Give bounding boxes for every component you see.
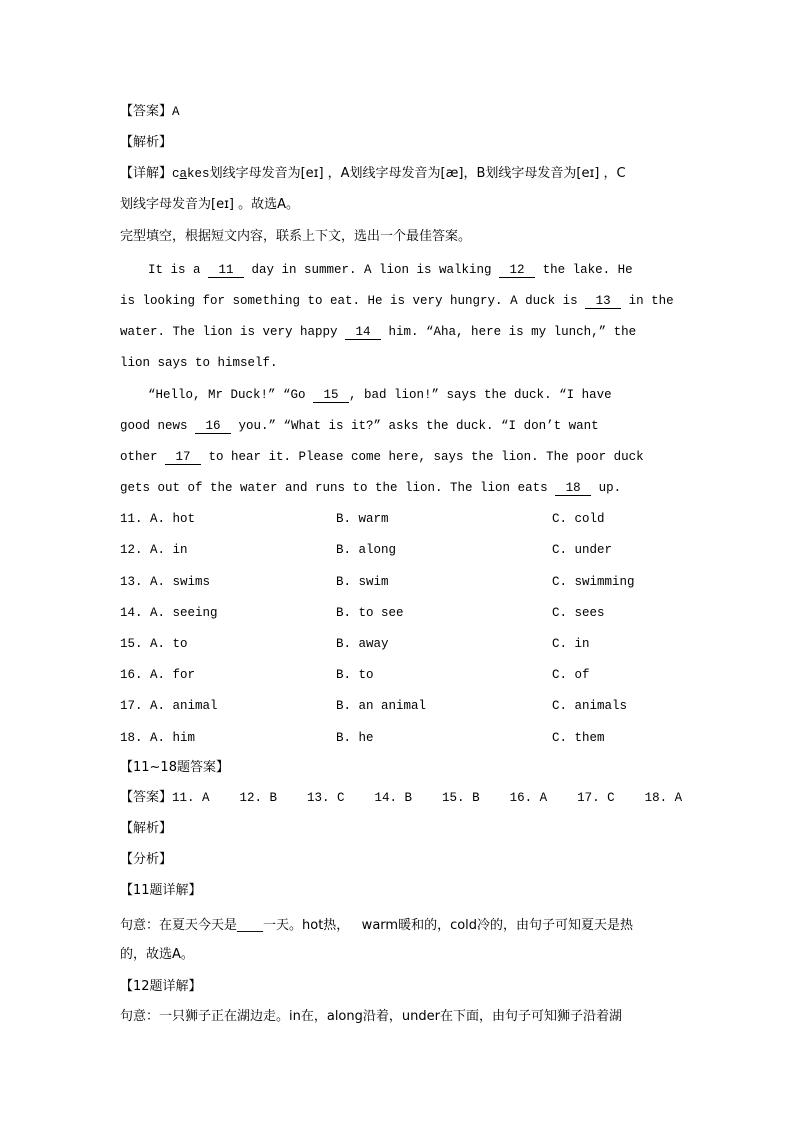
word-cakes: cakes bbox=[172, 167, 210, 181]
option-c: C. animals bbox=[552, 699, 628, 713]
answer-label: 【答案】 bbox=[120, 104, 173, 119]
option-b: B. to bbox=[336, 668, 374, 682]
option-number: 15. A. to bbox=[120, 637, 188, 651]
option-c: C. them bbox=[552, 731, 605, 745]
answer-value: A bbox=[172, 105, 180, 119]
option-b: B. an animal bbox=[336, 699, 427, 713]
option-c: C. in bbox=[552, 637, 590, 651]
option-c: C. cold bbox=[552, 512, 605, 526]
blank-13: 13 bbox=[585, 295, 621, 309]
option-b: B. to see bbox=[336, 606, 404, 620]
option-number: 13. A. swims bbox=[120, 575, 211, 589]
option-number: 11. A. hot bbox=[120, 512, 196, 526]
option-number: 16. A. for bbox=[120, 668, 196, 682]
option-number: 14. A. seeing bbox=[120, 606, 218, 620]
q12-line-1: 句意：一只狮子正在湖边走。in在，along沿着，under在下面，由句子可知狮子沿着湖 bbox=[120, 1009, 622, 1024]
q11-line-2: 的，故选A。 bbox=[120, 947, 194, 962]
blank-17: 17 bbox=[165, 451, 201, 465]
answers-heading: 【11~18题答案】 bbox=[120, 760, 229, 775]
passage-line: lion says to himself. bbox=[120, 356, 278, 370]
passage-line: good news 16 you.” “What is it?” asks the duck. “I don’t want bbox=[120, 419, 599, 433]
q11-label: 【11题详解】 bbox=[120, 883, 202, 898]
analysis-label: 【解析】 bbox=[120, 135, 173, 150]
blank-18: 18 bbox=[555, 482, 591, 496]
passage-line: other 17 to hear it. Please come here, says the lion. The poor duck bbox=[120, 450, 644, 464]
detail-line-2: 划线字母发音为[eɪ] 。故选A。 bbox=[120, 197, 299, 212]
option-number: 12. A. in bbox=[120, 543, 188, 557]
answers-line bbox=[120, 790, 682, 806]
detail-text: 划线字母发音为[eɪ] ，A划线字母发音为[æ]，B划线字母发音为[eɪ] ，C bbox=[209, 166, 626, 181]
option-b: B. warm bbox=[336, 512, 389, 526]
detail-label: 【详解】 bbox=[120, 166, 173, 181]
passage-line: water. The lion is very happy 14 him. “Aha, here is my lunch,” the bbox=[120, 325, 637, 339]
answers-values: 11. A 12. B 13. C 14. B 15. B 16. A 17. C 18. A bbox=[172, 791, 683, 805]
option-number: 18. A. him bbox=[120, 731, 196, 745]
option-c: C. under bbox=[552, 543, 613, 557]
option-b: B. swim bbox=[336, 575, 389, 589]
option-b: B. he bbox=[336, 731, 374, 745]
analysis-label-2: 【解析】 bbox=[120, 821, 173, 836]
answer-line bbox=[120, 104, 180, 120]
answers-label: 【答案】 bbox=[120, 790, 173, 805]
cloze-instructions: 完型填空，根据短文内容，联系上下文，选出一个最佳答案。 bbox=[120, 229, 472, 244]
option-b: B. along bbox=[336, 543, 397, 557]
passage-line: is looking for something to eat. He is very hungry. A duck is 13 in the bbox=[120, 294, 674, 308]
blank-16: 16 bbox=[195, 420, 231, 434]
q12-label: 【12题详解】 bbox=[120, 979, 202, 994]
blank-12: 12 bbox=[499, 264, 535, 278]
detail-line-1 bbox=[120, 166, 626, 182]
option-number: 17. A. animal bbox=[120, 699, 218, 713]
passage-line: It is a 11 day in summer. A lion is walking 12 the lake. He bbox=[148, 263, 633, 277]
q11-line-1: 句意：在夏天今天是____一天。hot热， warm暖和的，cold冷的，由句子可知夏天是热 bbox=[120, 918, 634, 933]
option-c: C. sees bbox=[552, 606, 605, 620]
fenxi-label: 【分析】 bbox=[120, 852, 173, 867]
blank-11: 11 bbox=[208, 264, 244, 278]
option-c: C. of bbox=[552, 668, 590, 682]
option-b: B. away bbox=[336, 637, 389, 651]
blank-14: 14 bbox=[345, 326, 381, 340]
option-c: C. swimming bbox=[552, 575, 635, 589]
passage-line: gets out of the water and runs to the lion. The lion eats 18 up. bbox=[120, 481, 622, 495]
blank-15: 15 bbox=[313, 389, 349, 403]
passage-line: “Hello, Mr Duck!” “Go 15 , bad lion!” says the duck. “I have bbox=[148, 388, 612, 402]
